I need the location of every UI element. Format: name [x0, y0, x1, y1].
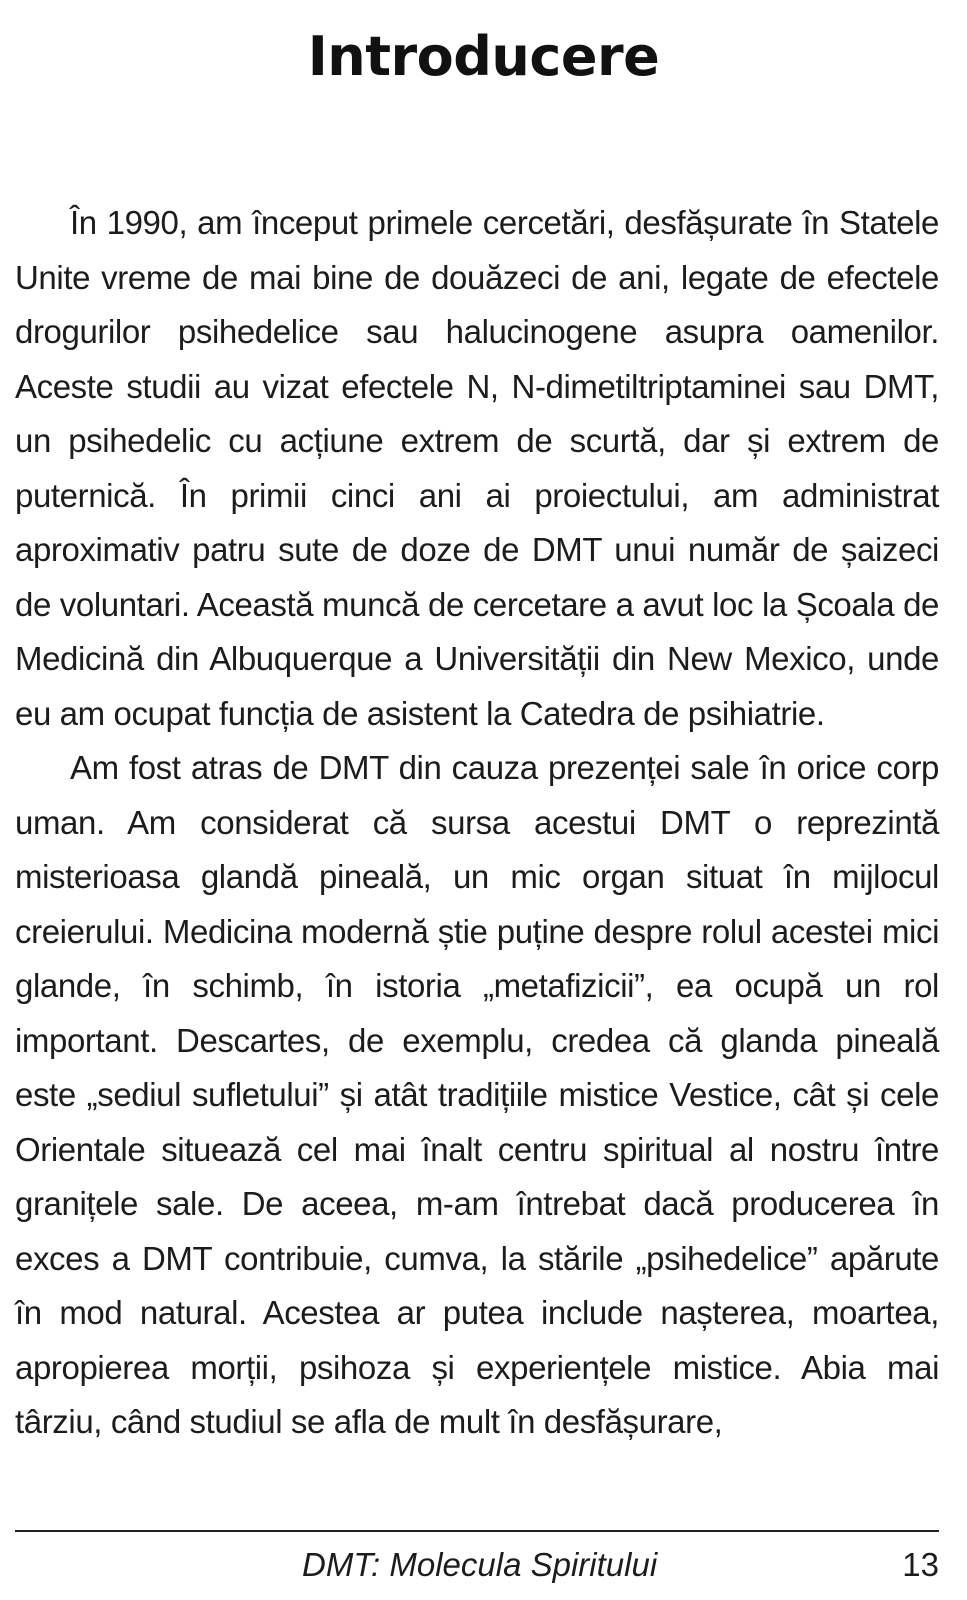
chapter-title: Introducere	[307, 25, 660, 88]
running-footer-title: DMT: Molecula Spiritului	[302, 1546, 658, 1583]
footer-divider	[15, 1530, 939, 1532]
chapter-body	[15, 196, 939, 1450]
paragraph-2: Am fost atras de DMT din cauza prezenței sale în orice corp uman. Am considerat că sursa acestui DMT o reprezintă misterioasa glandă pineală, un mic organ situat în mijlocul creierului. Medicina modernă știe puține despre rolul acestei mici glande, în schimb, în istoria „metafizicii”, ea ocupă un rol important. Descartes, de exemplu, credea că glanda pineală este „sediul sufletului” și atât tradițiile mistice Vestice, cât și cele Orientale situează cel mai înalt centru spiritual al nostru între granițele sale. De aceea, m-am întrebat dacă producerea în exces a DMT contribuie, cumva, la stările „psihedelice” apărute în mod natural. Acestea ar putea include nașterea, moartea, apropierea morții, psihoza și experiențele mistice. Abia mai târziu, când studiul se afla de mult în desfășurare,	[15, 749, 939, 1440]
paragraph-1: În 1990, am început primele cercetări, desfășurate în Statele Unite vreme de mai bine de douăzeci de ani, legate de efectele drogurilor psihedelice sau halucinogene asupra oamenilor. Aceste studii au vizat efectele N, N-dimetiltriptaminei sau DMT, un psihedelic cu acțiune extrem de scurtă, dar și extrem de puternică. În primii cinci ani ai proiectului, am administrat aproximativ patru sute de doze de DMT unui număr de șaizeci de voluntari. Această muncă de cercetare a avut loc la Școala de Medicină din Albuquerque a Universității din New Mexico, unde eu am ocupat funcția de asistent la Catedra de psihiatrie.	[15, 204, 939, 732]
page-number: 13	[902, 1546, 939, 1583]
